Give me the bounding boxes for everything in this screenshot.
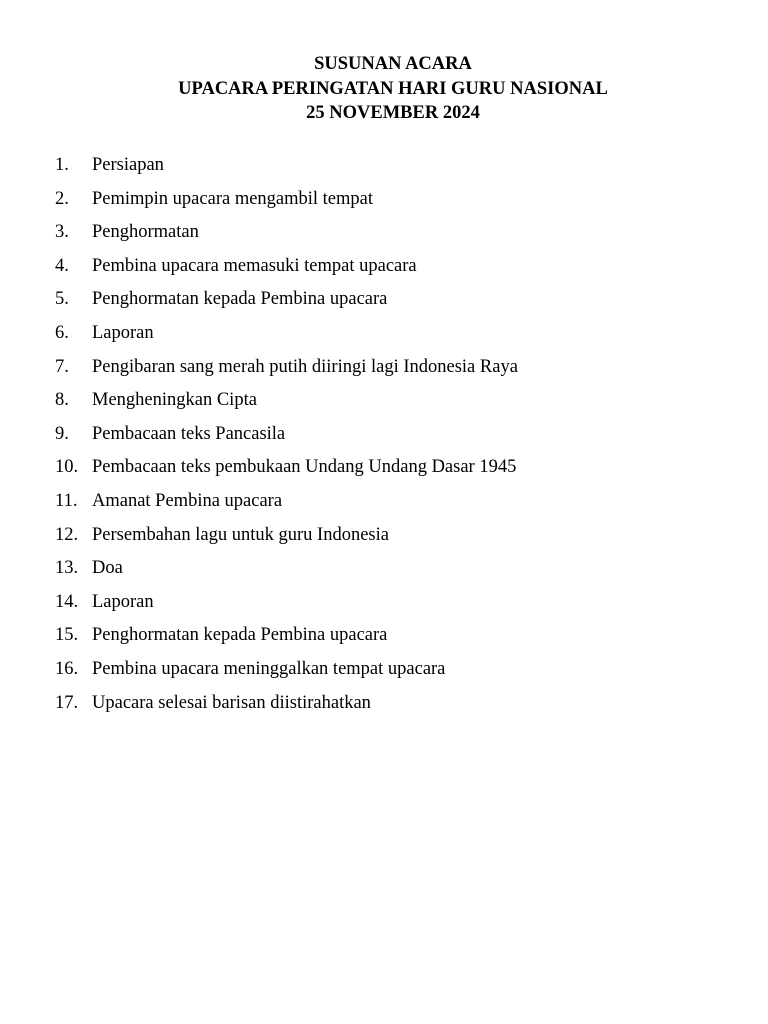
agenda-item-text: Pembina upacara meninggalkan tempat upacara bbox=[92, 658, 446, 679]
agenda-item bbox=[0, 355, 768, 389]
agenda-item bbox=[0, 254, 768, 288]
agenda-item bbox=[0, 489, 768, 523]
agenda-item bbox=[0, 220, 768, 254]
agenda-item-text: Persiapan bbox=[92, 155, 164, 175]
agenda-item-text: Upacara selesai barisan diistirahatkan bbox=[92, 692, 371, 713]
title-line-3: 25 NOVEMBER 2024 bbox=[306, 103, 480, 123]
agenda-item-text: Pemimpin upacara mengambil tempat bbox=[92, 188, 374, 209]
agenda-list bbox=[0, 153, 768, 724]
agenda-item-text: Persembahan lagu untuk guru Indonesia bbox=[92, 524, 389, 545]
agenda-item-text: Pembacaan teks pembukaan Undang Undang Dasar 1945 bbox=[92, 457, 517, 478]
agenda-item-number: 11. bbox=[55, 490, 78, 511]
agenda-item-number: 2. bbox=[55, 188, 69, 209]
agenda-item bbox=[0, 691, 768, 725]
agenda-item bbox=[0, 623, 768, 657]
agenda-item bbox=[0, 187, 768, 221]
agenda-item-number: 8. bbox=[55, 390, 69, 411]
title-line-2: UPACARA PERINGATAN HARI GURU NASIONAL bbox=[178, 78, 608, 99]
agenda-item bbox=[0, 590, 768, 624]
agenda-item-number: 6. bbox=[55, 322, 69, 343]
agenda-item bbox=[0, 321, 768, 355]
agenda-item bbox=[0, 153, 768, 187]
agenda-item bbox=[0, 556, 768, 590]
agenda-item-text: Pembina upacara memasuki tempat upacara bbox=[92, 255, 417, 276]
agenda-item-number: 7. bbox=[55, 356, 69, 377]
agenda-item-number: 12. bbox=[55, 524, 79, 545]
agenda-item-text: Penghormatan bbox=[92, 222, 199, 243]
agenda-item bbox=[0, 287, 768, 321]
agenda-item-text: Mengheningkan Cipta bbox=[92, 390, 257, 411]
agenda-item-text: Doa bbox=[92, 558, 123, 579]
agenda-item-text: Penghormatan kepada Pembina upacara bbox=[92, 625, 388, 646]
agenda-item bbox=[0, 657, 768, 691]
agenda-item bbox=[0, 388, 768, 422]
agenda-item-number: 14. bbox=[55, 591, 79, 612]
agenda-item bbox=[0, 455, 768, 489]
agenda-item-number: 17. bbox=[55, 692, 79, 713]
agenda-item-number: 10. bbox=[55, 457, 79, 478]
agenda-item-number: 5. bbox=[55, 289, 69, 310]
agenda-item-text: Laporan bbox=[92, 591, 154, 612]
agenda-item bbox=[0, 523, 768, 557]
agenda-item bbox=[0, 422, 768, 456]
document-title bbox=[0, 52, 768, 126]
agenda-item-number: 16. bbox=[55, 658, 79, 679]
agenda-item-number: 15. bbox=[55, 625, 79, 646]
agenda-item-number: 4. bbox=[55, 255, 69, 276]
agenda-item-text: Pembacaan teks Pancasila bbox=[92, 423, 286, 444]
agenda-item-number: 13. bbox=[55, 558, 79, 579]
agenda-item-number: 1. bbox=[55, 155, 69, 175]
agenda-item-text: Laporan bbox=[92, 322, 154, 343]
agenda-item-text: Penghormatan kepada Pembina upacara bbox=[92, 289, 388, 310]
agenda-item-text: Amanat Pembina upacara bbox=[92, 490, 283, 511]
agenda-item-number: 9. bbox=[55, 423, 69, 444]
agenda-item-text: Pengibaran sang merah putih diiringi lagi Indonesia Raya bbox=[92, 356, 518, 377]
title-line-1: SUSUNAN ACARA bbox=[314, 54, 472, 74]
agenda-item-number: 3. bbox=[55, 222, 69, 243]
